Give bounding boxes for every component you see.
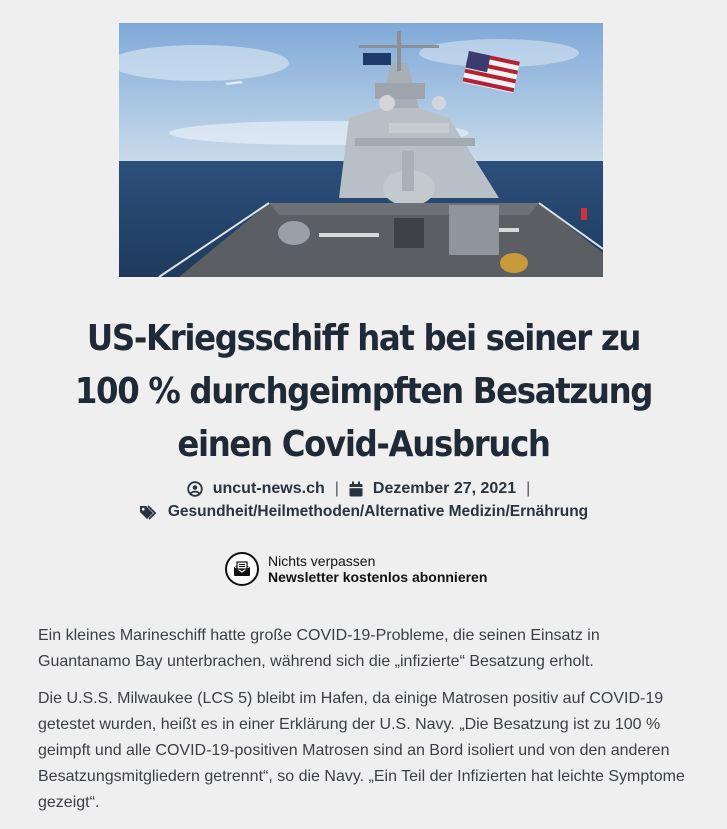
article-date[interactable]: Dezember 27, 2021 bbox=[372, 480, 517, 497]
newsletter-link[interactable]: Newsletter kostenlos abonnieren bbox=[268, 569, 488, 585]
user-circle-icon bbox=[187, 481, 203, 497]
author-link[interactable]: uncut-news.ch bbox=[212, 480, 325, 497]
envelope-icon bbox=[225, 552, 259, 586]
article-body bbox=[38, 623, 688, 827]
article-hero-image[interactable] bbox=[119, 23, 603, 277]
article-meta bbox=[0, 478, 727, 500]
category-link[interactable]: Gesundheit/Heilmethoden/Alternative Medizin/Ernährung bbox=[167, 503, 589, 520]
article-paragraph: Ein kleines Marineschiff hatte große COVID-19-Probleme, die seinen Einsatz in Guantanamo Bay unterbrachen, während sich die „infizierte“ Besatzung erholt. bbox=[38, 627, 600, 670]
meta-separator: | bbox=[334, 480, 339, 497]
newsletter-subscribe[interactable] bbox=[225, 551, 487, 587]
calendar-icon bbox=[349, 481, 363, 497]
article-categories bbox=[0, 501, 727, 523]
article-paragraph: Die U.S.S. Milwaukee (LCS 5) bleibt im Hafen, da einige Matrosen positiv auf COVID-19 getestet wurden, heißt es in einer Erklärung der U.S. Navy. „Die Besatzung ist zu 100 % geimpft und alle COVID-19-positiven Matrosen sind an Bord isoliert und von den anderen Besatzungsmitgliedern getrennt“, so die Navy. „Ein Teil der Infizierten hat leichte Symptome gezeigt“. bbox=[38, 690, 685, 811]
newsletter-tagline: Nichts verpassen bbox=[268, 553, 376, 569]
tags-icon bbox=[139, 504, 159, 520]
meta-separator-end: | bbox=[526, 480, 531, 497]
warship-photo bbox=[119, 23, 603, 277]
newsletter-text bbox=[268, 553, 487, 585]
article-title: US-Kriegsschiff hat bei seiner zu 100 % durchgeimpften Besatzung einen Covid-Ausbruch bbox=[74, 318, 653, 465]
